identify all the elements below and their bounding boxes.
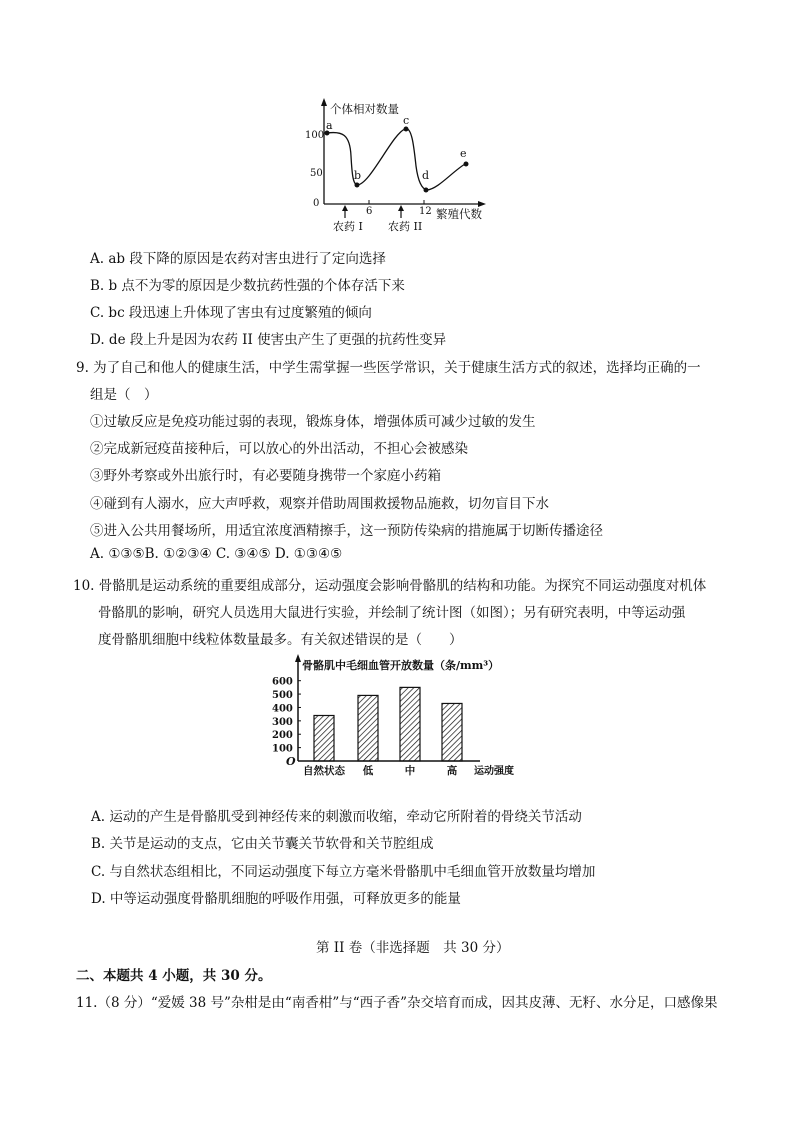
q9-stem-line2: 组是（ ） — [90, 387, 158, 403]
label-d: d — [422, 169, 430, 182]
bar-chart-ytick-label: 600 — [272, 676, 293, 688]
q9-item-2: ②完成新冠疫苗接种后，可以放心的外出活动，不担心会被感染 — [90, 441, 468, 457]
chart1-ytick-50: 50 — [310, 168, 323, 179]
chart1-xtick-12: 12 — [419, 206, 432, 217]
q8-option-b: B. b 点不为零的原因是少数抗药性强的个体存活下来 — [90, 278, 405, 294]
bar-category-label: 自然状态 — [303, 765, 345, 777]
bar-chart-ytick-label: 100 — [272, 743, 293, 755]
q10-option-c: C. 与自然状态组相比，不同运动强度下每立方毫米骨骼肌中毛细血管开放数量均增加 — [91, 864, 596, 880]
bar-chart-ytick-label: 300 — [272, 716, 293, 728]
bar-4 — [442, 703, 462, 761]
q10-stem-line3: 度骨骼肌细胞中线粒体数量最多。有关叙述错误的是（ ） — [98, 632, 463, 648]
q10-option-b: B. 关节是运动的支点，它由关节囊关节软骨和关节腔组成 — [91, 836, 434, 852]
q10-option-a: A. 运动的产生是骨骼肌受到神经传来的刺激而收缩，牵动它所附着的骨绕关节活动 — [91, 809, 582, 825]
chart1-ytick-100: 100 — [305, 130, 325, 141]
label-e: e — [460, 147, 467, 160]
chart1-xtick-6: 6 — [366, 206, 373, 217]
capillary-bar-chart — [268, 652, 528, 782]
bar-chart-ytick-label: 400 — [272, 703, 293, 715]
section-2-title: 第 II 卷（非选择题 共 30 分） — [316, 940, 510, 956]
chart1-xlabel: 繁殖代数 — [436, 207, 482, 221]
chart1-ylabel: 个体相对数量 — [330, 102, 399, 116]
point-b — [355, 183, 360, 188]
q9-item-1: ①过敏反应是免疫功能过弱的表现，锻炼身体，增强体质可减少过敏的发生 — [90, 414, 536, 430]
section-2-heading: 二、本题共 4 小题，共 30 分。 — [76, 968, 272, 984]
label-b: b — [354, 169, 362, 182]
point-e — [464, 162, 469, 167]
q8-option-d: D. de 段上升是因为农药 II 使害虫产生了更强的抗药性变异 — [90, 332, 447, 348]
bar-chart-xlabel: 运动强度 — [474, 766, 514, 777]
q8-option-a: A. ab 段下降的原因是农药对害虫进行了定向选择 — [90, 251, 386, 267]
q11-stem: 11.（8 分）“爱媛 38 号”杂柑是由“南香柑”与“西子香”杂交培育而成，因其皮薄、无籽、水分足，口感像果 — [76, 995, 718, 1011]
population-curve-chart — [300, 96, 500, 236]
bar-1 — [314, 715, 334, 761]
q9-stem-line1: 9. 为了自己和他人的健康生活，中学生需掌握一些医学常识，关于健康生活方式的叙述，选择均正确的一 — [76, 360, 701, 376]
population-curve — [327, 129, 465, 190]
bar-chart-ytick-label: 200 — [272, 730, 293, 742]
bar-3 — [400, 687, 420, 761]
q9-item-4: ④碰到有人溺水，应大声呼救，观察并借助周围救援物品施救，切勿盲目下水 — [90, 496, 549, 512]
bar-2 — [358, 695, 378, 761]
q10-stem-line2: 骨骼肌的影响，研究人员选用大鼠进行实验，并绘制了统计图（如图）；另有研究表明，中等运动强 — [98, 605, 686, 621]
q8-option-c: C. bc 段迅速上升体现了害虫有过度繁殖的倾向 — [90, 305, 372, 321]
label-c: c — [403, 114, 410, 127]
q9-item-3: ③野外考察或外出旅行时，有必要随身携带一个家庭小药箱 — [90, 468, 441, 484]
bar-chart-ytick-label: 500 — [272, 690, 293, 702]
q9-item-5: ⑤进入公共用餐场所，用适宜浓度酒精擦手，这一预防传染病的措施属于切断传播途径 — [90, 523, 603, 539]
bar-category-label: 中 — [404, 765, 416, 777]
chart1-ytick-0: 0 — [313, 198, 320, 209]
bar-chart-title: 骨骼肌中毛细血管开放数量（条/mm³） — [302, 659, 500, 672]
drug-1-label: 农药 I — [333, 220, 363, 233]
q10-option-d: D. 中等运动强度骨骼肌细胞的呼吸作用强，可释放更多的能量 — [91, 891, 461, 907]
drug-2-label: 农药 II — [388, 220, 423, 233]
bar-category-label: 高 — [446, 765, 458, 777]
label-a: a — [326, 119, 333, 132]
q9-options: A. ①③⑤B. ①②③④ C. ③④⑤ D. ①③④⑤ — [90, 546, 343, 562]
point-d — [424, 188, 429, 193]
q10-stem-line1: 10. 骨骼肌是运动系统的重要组成部分，运动强度会影响骨骼肌的结构和功能。为探究不同运动强度对机体 — [73, 578, 707, 594]
bar-chart-origin: O — [286, 755, 296, 768]
bar-category-label: 低 — [362, 765, 374, 777]
point-c — [404, 127, 409, 132]
